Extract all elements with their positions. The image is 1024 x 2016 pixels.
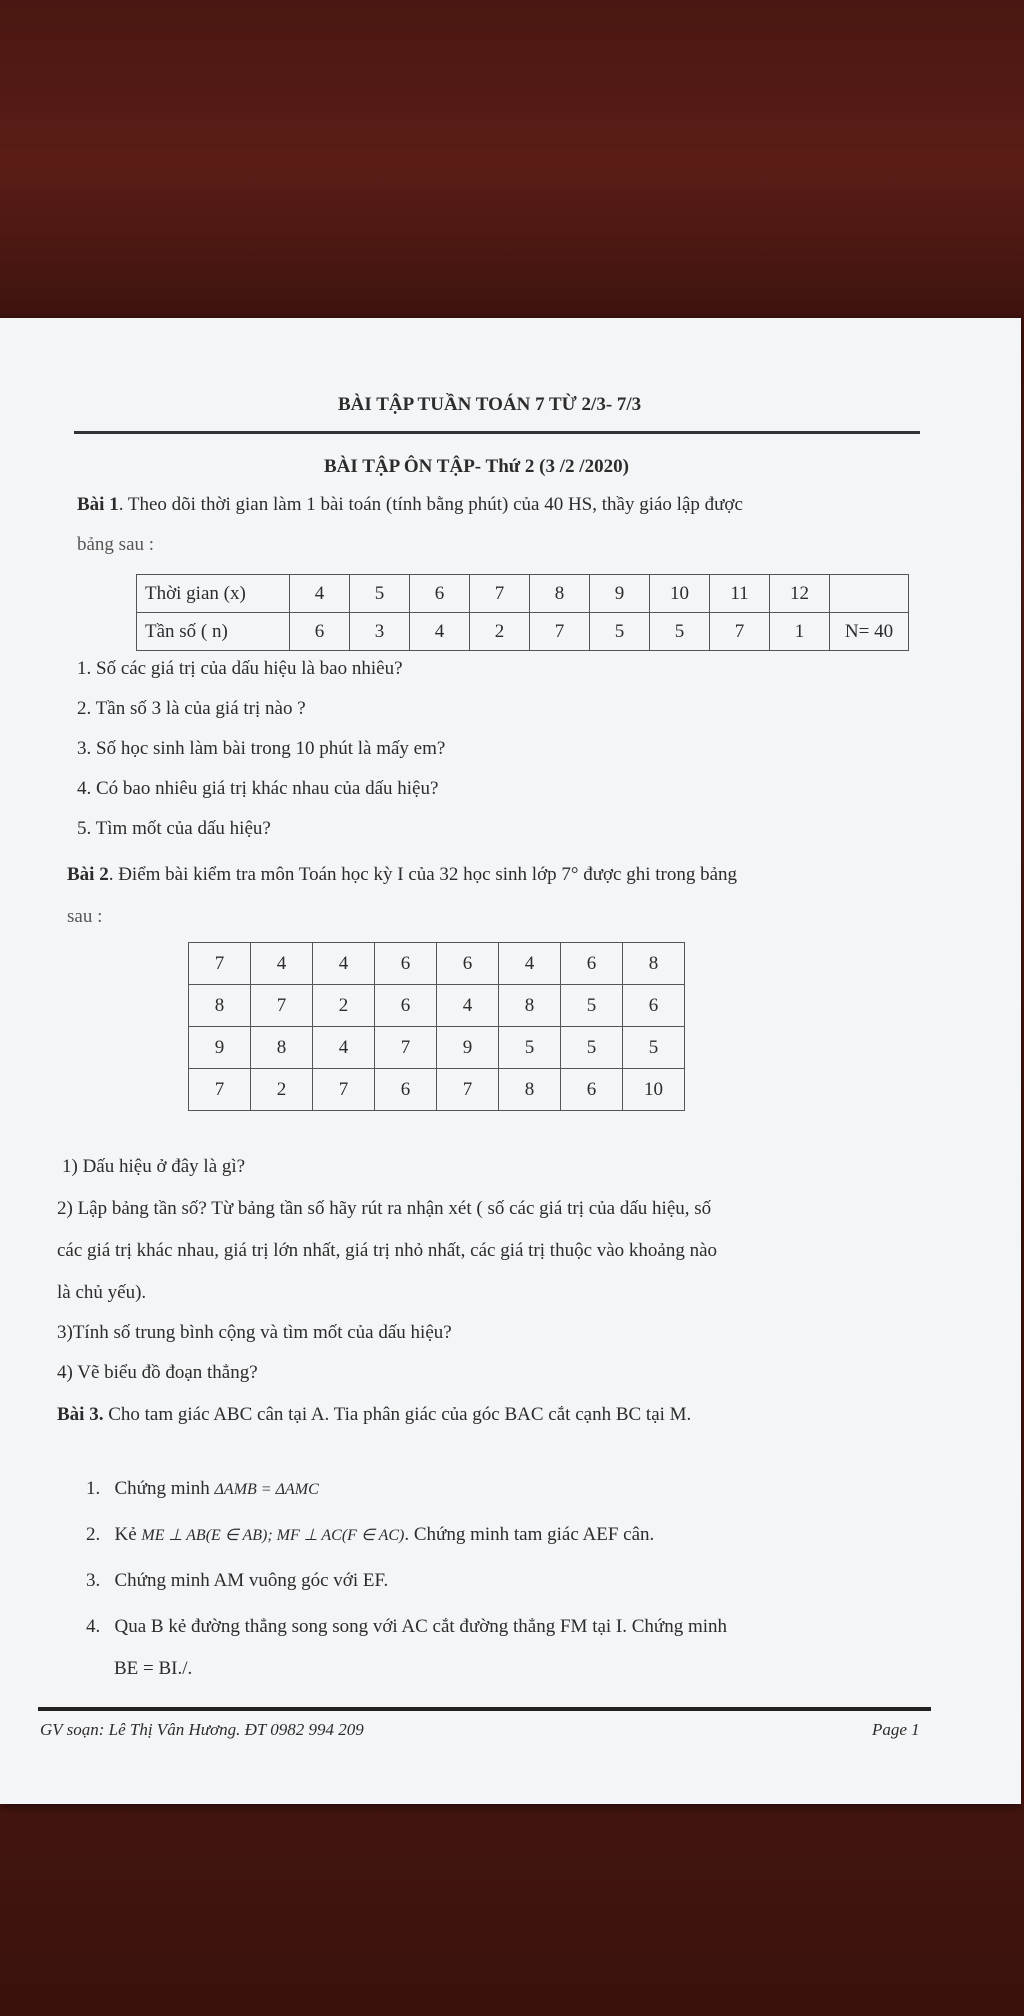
table-cell: 5 — [561, 1027, 623, 1069]
table-cell: 4 — [499, 943, 561, 985]
math-expression: ΔAMB = ΔAMC — [214, 1481, 319, 1498]
table-row — [189, 943, 685, 985]
table-cell: 2 — [313, 985, 375, 1027]
table-cell: 2 — [251, 1069, 313, 1111]
table-cell: 5 — [623, 1027, 685, 1069]
table-cell: 5 — [590, 613, 650, 651]
table-cell: 8 — [189, 985, 251, 1027]
item-number: 1. — [86, 1478, 101, 1499]
section-subtitle: BÀI TẬP ÔN TẬP- Thứ 2 (3 /2 /2020) — [324, 456, 629, 477]
table-cell: Thời gian (x) — [137, 575, 290, 613]
table-cell: 4 — [290, 575, 350, 613]
bai2-text-line1 — [67, 864, 737, 886]
table-cell: 7 — [251, 985, 313, 1027]
item-number: 3. — [86, 1570, 101, 1591]
frequency-table — [136, 574, 909, 651]
table-row — [137, 613, 909, 651]
table-cell: 9 — [590, 575, 650, 613]
table-cell — [830, 575, 909, 613]
table-cell: 1 — [770, 613, 830, 651]
bai3-item-3 — [86, 1570, 388, 1592]
bai1-question-1: 1. Số các giá trị của dấu hiệu là bao nhiêu? — [77, 658, 403, 679]
table-cell: 5 — [350, 575, 410, 613]
footer-author: GV soạn: Lê Thị Vân Hương. ĐT 0982 994 209 — [40, 1720, 364, 1739]
table-cell: 7 — [313, 1069, 375, 1111]
table-cell: 5 — [650, 613, 710, 651]
bai1-label: Bài 1 — [77, 494, 119, 515]
table-cell: 6 — [375, 1069, 437, 1111]
table-cell: 9 — [189, 1027, 251, 1069]
table-cell: 6 — [623, 985, 685, 1027]
bai2-question-2-line3: là chủ yếu). — [57, 1282, 147, 1303]
table-cell: 7 — [530, 613, 590, 651]
item-text: Kẻ — [114, 1524, 142, 1545]
page-header-title: BÀI TẬP TUẦN TOÁN 7 TỪ 2/3- 7/3 — [338, 394, 642, 415]
item-text-rest: . Chứng minh tam giác AEF cân. — [404, 1524, 655, 1545]
table-cell: 2 — [470, 613, 530, 651]
scores-table — [188, 942, 685, 1111]
table-cell: Tần số ( n) — [137, 613, 290, 651]
table-cell: 9 — [437, 1027, 499, 1069]
table-cell: 10 — [650, 575, 710, 613]
table-cell: 11 — [710, 575, 770, 613]
header-rule — [74, 431, 920, 434]
table-cell: 4 — [437, 985, 499, 1027]
bai2-text-line2: sau : — [67, 906, 103, 927]
table-row — [189, 985, 685, 1027]
table-cell: 8 — [499, 985, 561, 1027]
table-cell: 8 — [530, 575, 590, 613]
table-cell: 5 — [561, 985, 623, 1027]
item-number: 2. — [86, 1524, 101, 1545]
table-cell: 10 — [623, 1069, 685, 1111]
item-text: Qua B kẻ đường thẳng song song với AC cắt đường thẳng FM tại I. Chứng minh — [114, 1616, 728, 1637]
bai2-question-4: 4) Vẽ biểu đồ đoạn thẳng? — [57, 1362, 258, 1383]
bai3-item-1 — [86, 1478, 319, 1500]
bai1-text-line1 — [77, 494, 743, 516]
table-cell: 7 — [189, 943, 251, 985]
bai1-text: . Theo dõi thời gian làm 1 bài toán (tính bằng phút) của 40 HS, thầy giáo lập được — [118, 494, 743, 515]
table-cell: 7 — [437, 1069, 499, 1111]
item-text: Chứng minh — [114, 1478, 215, 1499]
bai3-label: Bài 3. — [57, 1404, 104, 1425]
bai2-text: . Điểm bài kiểm tra môn Toán học kỳ I của 32 học sinh lớp 7° được ghi trong bảng — [108, 864, 738, 885]
table-cell: N= 40 — [830, 613, 909, 651]
bai1-question-2: 2. Tần số 3 là của giá trị nào ? — [77, 698, 306, 719]
bai2-label: Bài 2 — [67, 864, 109, 885]
footer-page-number: Page 1 — [872, 1720, 920, 1739]
table-cell: 7 — [375, 1027, 437, 1069]
bai3-item-4-line2: BE = BI./. — [114, 1658, 193, 1679]
bai1-question-4: 4. Có bao nhiêu giá trị khác nhau của dấu hiệu? — [77, 778, 439, 799]
table-cell: 6 — [561, 943, 623, 985]
table-cell: 6 — [410, 575, 470, 613]
bai1-question-5: 5. Tìm mốt của dấu hiệu? — [77, 818, 271, 839]
table-cell: 6 — [375, 943, 437, 985]
table-cell: 8 — [499, 1069, 561, 1111]
table-cell: 4 — [251, 943, 313, 985]
table-row — [189, 1027, 685, 1069]
footer-rule — [38, 1707, 931, 1711]
bai3-item-4 — [86, 1616, 727, 1638]
bai3-item-2 — [86, 1524, 654, 1546]
table-cell: 8 — [623, 943, 685, 985]
math-expression: ME ⊥ AB(E ∈ AB); MF ⊥ AC(F ∈ AC) — [141, 1527, 405, 1544]
table-cell: 6 — [437, 943, 499, 985]
bai1-question-3: 3. Số học sinh làm bài trong 10 phút là mấy em? — [77, 738, 446, 759]
bai2-question-2-line1: 2) Lập bảng tần số? Từ bảng tần số hãy rút ra nhận xét ( số các giá trị của dấu hiệu, số — [57, 1198, 712, 1219]
table-row — [189, 1069, 685, 1111]
item-text: Chứng minh AM vuông góc với EF. — [114, 1570, 389, 1591]
table-cell: 12 — [770, 575, 830, 613]
table-row — [137, 575, 909, 613]
table-cell: 4 — [410, 613, 470, 651]
bai2-question-3: 3)Tính số trung bình cộng và tìm mốt của dấu hiệu? — [57, 1322, 452, 1343]
item-number: 4. — [86, 1616, 101, 1637]
table-cell: 7 — [710, 613, 770, 651]
table-cell: 5 — [499, 1027, 561, 1069]
table-cell: 3 — [350, 613, 410, 651]
table-cell: 6 — [561, 1069, 623, 1111]
table-cell: 7 — [189, 1069, 251, 1111]
table-cell: 6 — [290, 613, 350, 651]
bai2-question-2-line2: các giá trị khác nhau, giá trị lớn nhất, giá trị nhỏ nhất, các giá trị thuộc vào khoảng nào — [57, 1240, 718, 1261]
bai3-statement: Cho tam giác ABC cân tại A. Tia phân giác của góc BAC cắt cạnh BC tại M. — [103, 1404, 692, 1425]
worksheet-page — [0, 318, 1021, 1804]
bai1-text-line2: bảng sau : — [77, 534, 155, 555]
bai2-question-1: 1) Dấu hiệu ở đây là gì? — [62, 1156, 246, 1177]
table-cell: 6 — [375, 985, 437, 1027]
table-cell: 4 — [313, 1027, 375, 1069]
table-cell: 4 — [313, 943, 375, 985]
bai3-text — [57, 1404, 691, 1426]
table-cell: 8 — [251, 1027, 313, 1069]
table-cell: 7 — [470, 575, 530, 613]
